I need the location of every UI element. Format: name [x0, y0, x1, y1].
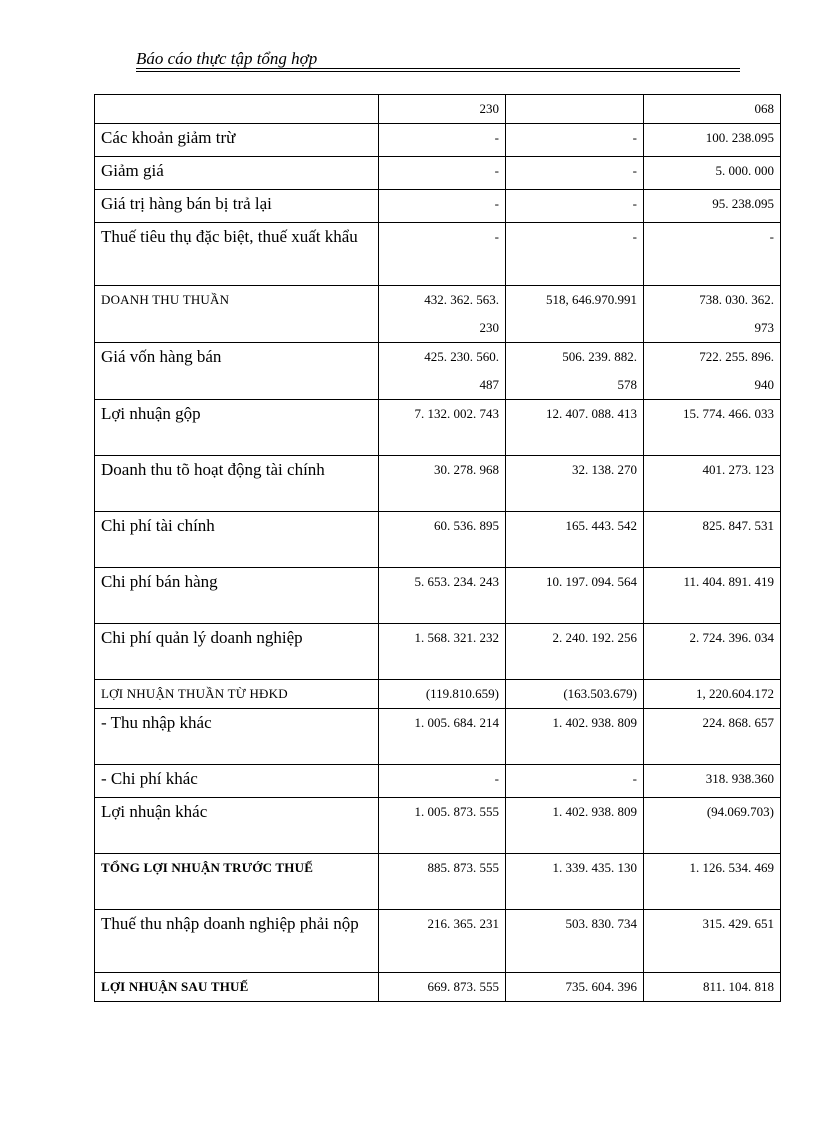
- value-cell-col2: 506. 239. 882. 578: [506, 343, 644, 400]
- value-cell-col2: [506, 95, 644, 124]
- row-label: Lợi nhuận khác: [95, 798, 379, 854]
- table-row: [95, 456, 781, 512]
- value-cell-col2: -: [506, 223, 644, 286]
- table-row: [95, 124, 781, 157]
- value-cell-col1: 216. 365. 231: [379, 910, 506, 973]
- row-label: Chi phí quản lý doanh nghiệp: [95, 624, 379, 680]
- value-cell-col1: -: [379, 157, 506, 190]
- value-cell-col2: 1. 339. 435. 130: [506, 854, 644, 910]
- table-row: [95, 568, 781, 624]
- header-rule-double: [136, 71, 740, 72]
- value-cell-col3: 401. 273. 123: [644, 456, 781, 512]
- value-cell-col2: -: [506, 765, 644, 798]
- value-cell-col3: 068: [644, 95, 781, 124]
- value-cell-col3: 811. 104. 818: [644, 973, 781, 1002]
- page-header: [136, 49, 740, 69]
- row-label: Các khoản giảm trừ: [95, 124, 379, 157]
- value-cell-col3: 15. 774. 466. 033: [644, 400, 781, 456]
- value-cell-col1: -: [379, 765, 506, 798]
- value-cell-col2: 1. 402. 938. 809: [506, 709, 644, 765]
- value-cell-col3: 2. 724. 396. 034: [644, 624, 781, 680]
- value-cell-col1: 432. 362. 563. 230: [379, 286, 506, 343]
- row-label: Thuế thu nhập doanh nghiệp phải nộp: [95, 910, 379, 973]
- header-title: Báo cáo thực tập tổng hợp: [136, 49, 318, 68]
- value-cell-col2: 518, 646.970.991: [506, 286, 644, 343]
- row-label: LỢI NHUẬN THUẦN TỪ HĐKD: [95, 680, 379, 709]
- value-cell-col1: (119.810.659): [379, 680, 506, 709]
- value-cell-col3: 5. 000. 000: [644, 157, 781, 190]
- table-row: [95, 512, 781, 568]
- row-label: TỔNG LỢI NHUẬN TRƯỚC THUẾ: [95, 854, 379, 910]
- value-cell-col2: 735. 604. 396: [506, 973, 644, 1002]
- value-cell-col1: 1. 568. 321. 232: [379, 624, 506, 680]
- value-cell-col3: 315. 429. 651: [644, 910, 781, 973]
- value-cell-col1: 425. 230. 560. 487: [379, 343, 506, 400]
- value-cell-col3: 95. 238.095: [644, 190, 781, 223]
- row-label: Giá vốn hàng bán: [95, 343, 379, 400]
- table-row: [95, 709, 781, 765]
- value-cell-col1: 885. 873. 555: [379, 854, 506, 910]
- value-cell-col3: -: [644, 223, 781, 286]
- value-cell-col3: 722. 255. 896. 940: [644, 343, 781, 400]
- row-label: - Thu nhập khác: [95, 709, 379, 765]
- row-label: Thuế tiêu thụ đặc biệt, thuế xuất khẩu: [95, 223, 379, 286]
- value-cell-col1: 1. 005. 684. 214: [379, 709, 506, 765]
- table-row: [95, 400, 781, 456]
- value-cell-col1: 5. 653. 234. 243: [379, 568, 506, 624]
- table-row: [95, 624, 781, 680]
- row-label: Giá trị hàng bán bị trả lại: [95, 190, 379, 223]
- value-cell-col1: 7. 132. 002. 743: [379, 400, 506, 456]
- value-cell-col2: -: [506, 157, 644, 190]
- value-cell-col1: 230: [379, 95, 506, 124]
- table-row: [95, 157, 781, 190]
- table-row: [95, 223, 781, 286]
- table-row: [95, 190, 781, 223]
- row-label: LỢI NHUẬN SAU THUẾ: [95, 973, 379, 1002]
- table-row: [95, 798, 781, 854]
- table-row: [95, 95, 781, 124]
- table-row: [95, 765, 781, 798]
- row-label: [95, 95, 379, 124]
- value-cell-col2: 32. 138. 270: [506, 456, 644, 512]
- value-cell-col1: 60. 536. 895: [379, 512, 506, 568]
- value-cell-col3: 318. 938.360: [644, 765, 781, 798]
- value-cell-col1: -: [379, 223, 506, 286]
- row-label: Lợi nhuận gộp: [95, 400, 379, 456]
- value-cell-col2: 12. 407. 088. 413: [506, 400, 644, 456]
- value-cell-col2: -: [506, 190, 644, 223]
- table-row: [95, 680, 781, 709]
- table-row: [95, 286, 781, 343]
- value-cell-col1: -: [379, 190, 506, 223]
- table-row: [95, 973, 781, 1002]
- table-row: [95, 910, 781, 973]
- value-cell-col2: 503. 830. 734: [506, 910, 644, 973]
- row-label: Chi phí bán hàng: [95, 568, 379, 624]
- value-cell-col3: (94.069.703): [644, 798, 781, 854]
- value-cell-col3: 224. 868. 657: [644, 709, 781, 765]
- value-cell-col1: 30. 278. 968: [379, 456, 506, 512]
- table-row: [95, 854, 781, 910]
- value-cell-col1: 1. 005. 873. 555: [379, 798, 506, 854]
- value-cell-col2: 2. 240. 192. 256: [506, 624, 644, 680]
- value-cell-col2: 165. 443. 542: [506, 512, 644, 568]
- value-cell-col2: 10. 197. 094. 564: [506, 568, 644, 624]
- value-cell-col2: 1. 402. 938. 809: [506, 798, 644, 854]
- value-cell-col1: -: [379, 124, 506, 157]
- row-label: DOANH THU THUẦN: [95, 286, 379, 343]
- income-statement-table: [94, 94, 781, 1002]
- row-label: - Chi phí khác: [95, 765, 379, 798]
- value-cell-col2: (163.503.679): [506, 680, 644, 709]
- value-cell-col2: -: [506, 124, 644, 157]
- value-cell-col3: 825. 847. 531: [644, 512, 781, 568]
- value-cell-col3: 1, 220.604.172: [644, 680, 781, 709]
- value-cell-col3: 11. 404. 891. 419: [644, 568, 781, 624]
- row-label: Giảm giá: [95, 157, 379, 190]
- value-cell-col3: 100. 238.095: [644, 124, 781, 157]
- table-row: [95, 343, 781, 400]
- row-label: Chi phí tài chính: [95, 512, 379, 568]
- header-rule: [136, 68, 740, 69]
- value-cell-col3: 738. 030. 362. 973: [644, 286, 781, 343]
- row-label: Doanh thu tõ hoạt động tài chính: [95, 456, 379, 512]
- value-cell-col3: 1. 126. 534. 469: [644, 854, 781, 910]
- value-cell-col1: 669. 873. 555: [379, 973, 506, 1002]
